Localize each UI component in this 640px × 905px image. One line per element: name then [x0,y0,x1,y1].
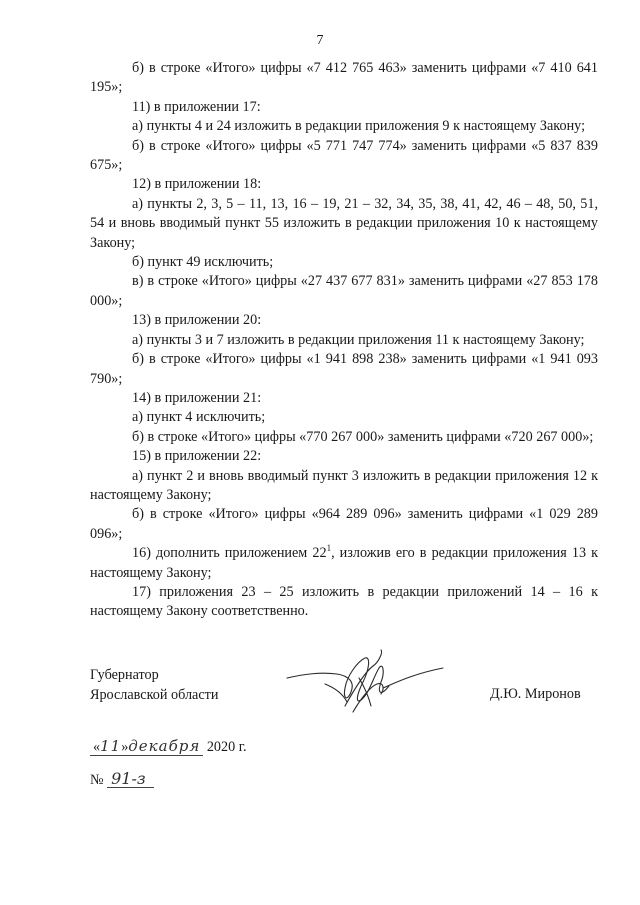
paragraph: 11) в приложении 17: [132,98,261,115]
date-day-field [90,738,203,756]
signing-date [90,737,247,757]
date-year: 2020 г. [206,739,247,755]
governor-title [90,665,218,705]
paragraph-16 [90,544,598,583]
amendments-text [90,59,598,622]
handwritten-signature [285,648,445,720]
quote-close: » [121,739,129,755]
paragraph: в) в строке «Итого» цифры «27 437 677 831» заменить цифрами «27 853 178 000»; [90,273,598,309]
quote-open: « [93,739,101,755]
paragraph: а) пункты 2, 3, 5 – 11, 13, 16 – 19, 21 – 32, 34, 35, 38, 41, 42, 46 – 48, 50, 51, 54 и вновь вводимый пункт 55 изложить в редакции приложения 10 к настоящему Закону; [90,195,598,251]
paragraph: б) в строке «Итого» цифры «964 289 096» заменить цифрами «1 029 289 096»; [90,506,598,542]
paragraph: 12) в приложении 18: [132,176,262,193]
governor-title-line1: Губернатор [90,667,159,683]
superscript: 1 [326,543,332,554]
paragraph: 14) в приложении 21: [132,389,262,406]
paragraph: б) пункт 49 исключить; [132,254,274,271]
paragraph: б) в строке «Итого» цифры «5 771 747 774» заменить цифрами «5 837 839 675»; [90,137,598,174]
paragraph: 13) в приложении 20: [132,312,262,329]
paragraph-16-text-rest: , изложив его в редакции приложения 13 к настоящему Закону; [90,545,599,581]
date-day: 11 [100,737,122,755]
paragraph: а) пункт 4 исключить; [132,409,266,426]
law-number [90,770,154,790]
paragraph-17: 17) приложения 23 – 25 изложить в редакции приложений 14 – 16 к настоящему Закону соответственно. [90,583,598,620]
paragraph: б) в строке «Итого» цифры «770 267 000» заменить цифрами «720 267 000»; [132,428,594,445]
paragraph: 15) в приложении 22: [132,448,262,465]
paragraph-16-text: 16) дополнить приложением 22 [132,545,327,562]
paragraph: б) в строке «Итого» цифры «7 412 765 463» заменить цифрами «7 410 641 195»; [90,60,598,96]
law-number-value: 91-з [107,771,154,788]
paragraph: а) пункт 2 и вновь вводимый пункт 3 изложить в редакции приложения 12 к настоящему Закону; [90,467,598,503]
number-sign: № [90,772,104,788]
paragraph: б) в строке «Итого» цифры «1 941 898 238» заменить цифрами «1 941 093 790»; [90,351,598,387]
page-number: 7 [316,33,324,48]
governor-title-line2: Ярославской области [90,687,219,703]
paragraph: а) пункты 4 и 24 изложить в редакции приложения 9 к настоящему Закону; [132,118,586,135]
date-month: декабря [128,737,201,755]
governor-name: Д.Ю. Миронов [490,686,581,702]
paragraph: а) пункты 3 и 7 изложить в редакции приложения 11 к настоящему Закону; [132,331,585,348]
